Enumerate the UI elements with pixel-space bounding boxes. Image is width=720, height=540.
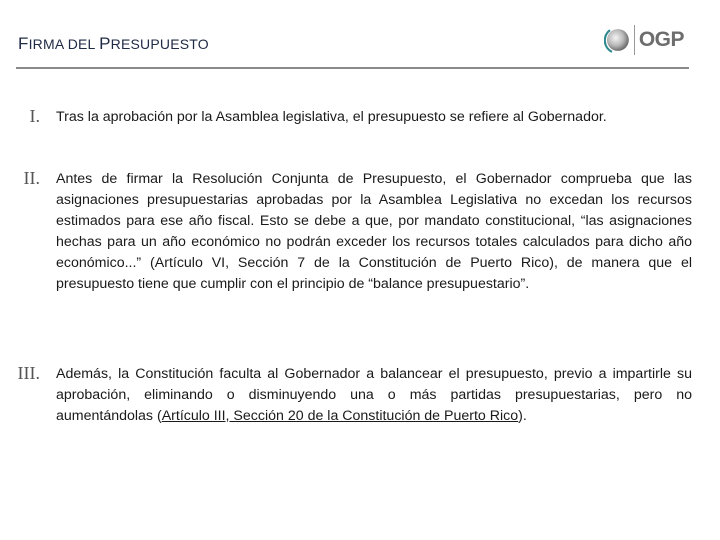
globe-logo-icon [604, 22, 630, 58]
header-divider [16, 67, 689, 69]
constitution-link[interactable]: Artículo III, Sección 20 de la Constitución de Puerto Rico [161, 408, 519, 424]
logo-text: OGP [638, 28, 684, 51]
list-numeral: II. [23, 168, 40, 188]
list-numeral: III. [17, 363, 40, 383]
logo-divider [634, 25, 635, 55]
ogp-logo [604, 20, 684, 60]
page-title: FIRMA DEL PRESUPUESTO [18, 34, 209, 53]
list-numeral: I. [29, 106, 40, 126]
list-item-text: Además, la Constitución faculta al Gobernador a balancear el presupuesto, previo a impartirle su aprobación, eliminando o disminuyendo una o más partidas presupuestarias, pero no aumentándolas (Artículo III, Sección 20 de la Constitución de Puerto Rico). [56, 366, 692, 424]
list-item-text: Tras la aprobación por la Asamblea legislativa, el presupuesto se refiere al Gobernador. [56, 109, 607, 125]
list-item-text: Antes de firmar la Resolución Conjunta de Presupuesto, el Gobernador comprueba que las asignaciones presupuestarias aprobadas por la Asamblea Legislativa no excedan los recursos estimados para ese año fiscal. Esto se debe a que, por mandato constitucional, “las asignaciones hechas para un año económico no podrán exceder los recursos totales calculados para dicho año económico...” (Artículo VI, Sección 7 de la Constitución de Puerto Rico), de manera que el presupuesto tiene que cumplir con el principio de “balance presupuestario”. [56, 171, 692, 292]
